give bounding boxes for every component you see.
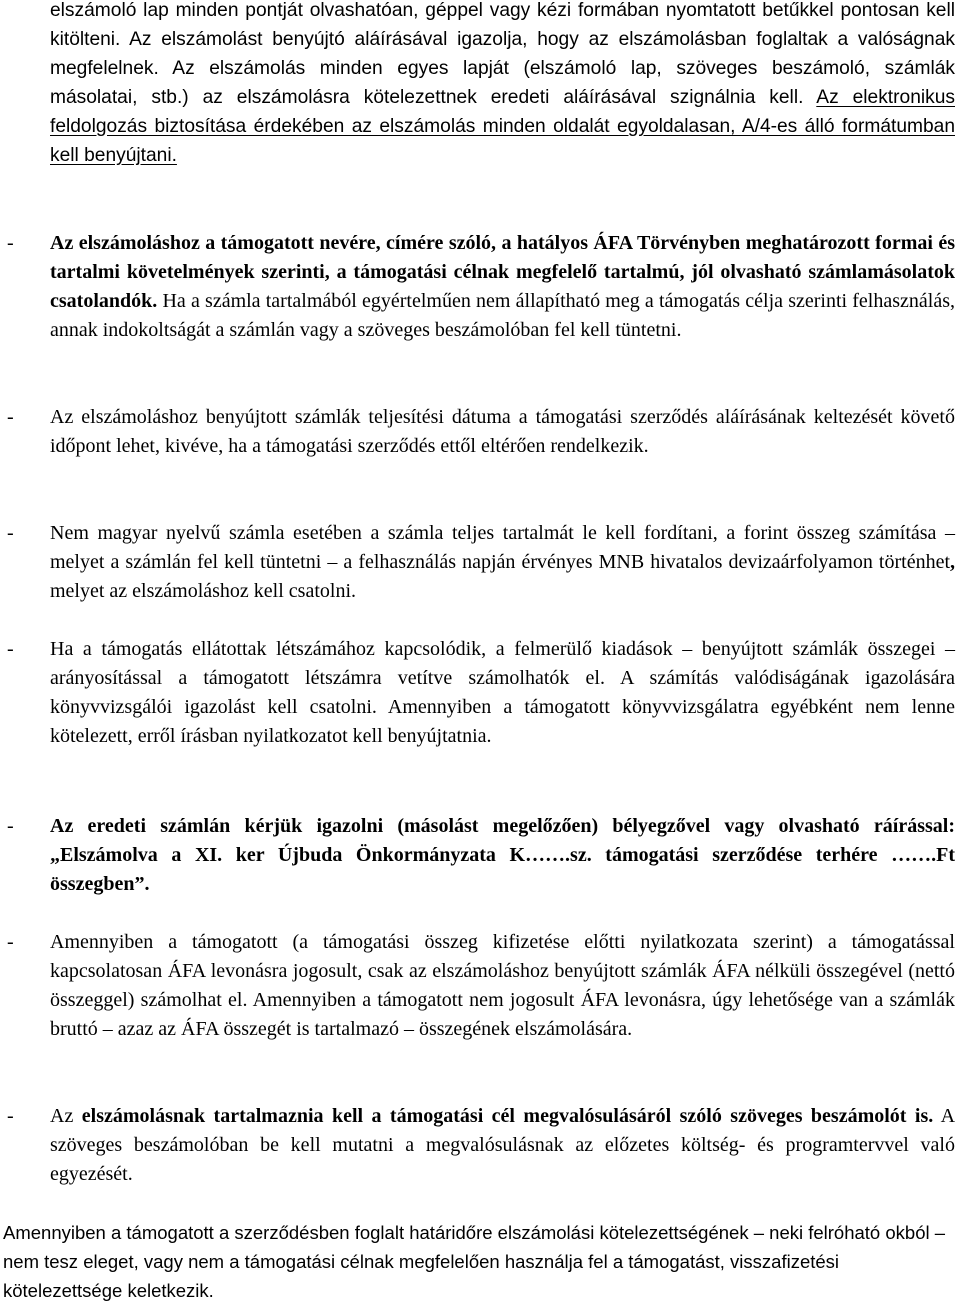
bullet-text: Ha a számla tartalmából egyértelműen nem állapítható meg a támogatás célja szerinti felhasználás, annak indokoltságát a számlán vagy a szöveges beszámolóban fel kell tüntetni. — [50, 290, 955, 341]
bullet-text-tail: A szöveges beszámolóban be kell mutatni a megvalósulásnak az előzetes költség- és programtervvel való egyezését. — [50, 1105, 956, 1185]
bullet-text: Amennyiben a támogatott (a támogatási összeg kifizetése előtti nyilatkozata szerint) a támogatással kapcsolatosan ÁFA levonásra jogosult, csak az elszámoláshoz benyújtott számlák ÁFA nélküli összegével (nettó összeggel) számolhat el. Amennyiben a támogatott nem jogosult ÁFA levonásra, úgy lehetősége van a számlák bruttó – azaz az ÁFA összegét is tartalmazó – összegének elszámolására. — [50, 931, 955, 1040]
intro-underlined-text: Az elektronikus feldolgozás biztosítása érdekében az elszámolás minden oldalát egyoldalasan, A/4-es álló formátumban kell benyújtani. — [50, 87, 955, 166]
bullet-dash: - — [7, 815, 14, 837]
bullet-dash: - — [7, 522, 14, 544]
bullet-text: Ha a támogatás ellátottak létszámához kapcsolódik, a felmerülő kiadások – benyújtott számlák összegei – arányosítással a támogatott létszámra vetítve számolhatók el. A számítás valódiságának igazolására könyvvizsgálói igazolást kell csatolni. Amennyiben a támogatott könyvvizsgálatra egyébként nem lenne kötelezett, erről írásban nyilatkozatot kell benyújtatnia. — [50, 638, 955, 747]
list-item — [0, 1102, 955, 1189]
bullet-text: Az elszámoláshoz benyújtott számlák teljesítési dátuma a támogatási szerződés aláírásának keltezését követő időpont lehet, kivéve, ha a támogatási szerződés ettől eltérően rendelkezik. — [50, 406, 955, 457]
intro-paragraph — [50, 0, 955, 170]
bullet-bold-text: elszámolásnak tartalmaznia kell a támogatási cél megvalósulásáról szóló szöveges beszámolót is. — [81, 1105, 934, 1127]
bullet-bold-text: Az elszámoláshoz a támogatott nevére, címére szóló, a hatályos ÁFA Törvényben meghatározott formai és tartalmi követelmények szerinti, a támogatási célnak megfelelő tartalmú, jól olvasható számlamásolatok csatolandók. — [50, 232, 955, 312]
closing-text: Amennyiben a támogatott a szerződésben foglalt határidőre elszámolási kötelezettségének – neki felróható okból – nem tesz eleget, vagy nem a támogatási célnak megfelelően használja fel a támogatást, visszafizetési kötelezettsége keletkezik. — [3, 1222, 946, 1301]
intro-text: elszámoló lap minden pontját olvashatóan, géppel vagy kézi formában nyomtatott betűkkel pontosan kell kitölteni. Az elszámolást benyújtó aláírásával igazolja, hogy az elszámolásban foglaltak a valóságnak megfelelnek. Az elszámolás minden egyes lapját (elszámoló lap, szöveges beszámoló, számlák másolatai, stb.) az elszámolásra kötelezettnek eredeti aláírásával szignálnia kell. — [50, 0, 955, 108]
list-item — [0, 928, 955, 1044]
bullet-bold-text: Az eredeti számlán kérjük igazolni (másolást megelőzően) bélyegzővel vagy olvasható ráírással: „Elszámolva a XI. ker Újbuda Önkormányzata K…….sz. támogatási szerződése terhére …….Ft összegben”. — [50, 815, 955, 895]
bullet-dash: - — [7, 232, 14, 254]
bullet-text: Az — [50, 1105, 82, 1127]
bullet-dash: - — [7, 638, 14, 660]
bullet-dash: - — [7, 931, 14, 953]
list-item — [0, 812, 955, 899]
bullet-dash: - — [7, 406, 14, 428]
list-item — [0, 519, 955, 606]
list-item — [0, 635, 955, 751]
bullet-bold-comma: , — [950, 551, 955, 573]
bullet-text-tail: melyet az elszámoláshoz kell csatolni. — [50, 580, 356, 602]
bullet-dash: - — [7, 1105, 14, 1127]
list-item — [0, 229, 955, 345]
list-item — [0, 403, 955, 461]
bullet-text: Nem magyar nyelvű számla esetében a számla teljes tartalmát le kell fordítani, a forint összeg számítása – melyet a számlán fel kell tüntetni – a felhasználás napján érvényes MNB hivatalos devizaárfolyamon történhet — [50, 522, 955, 573]
closing-paragraph — [3, 1218, 948, 1305]
